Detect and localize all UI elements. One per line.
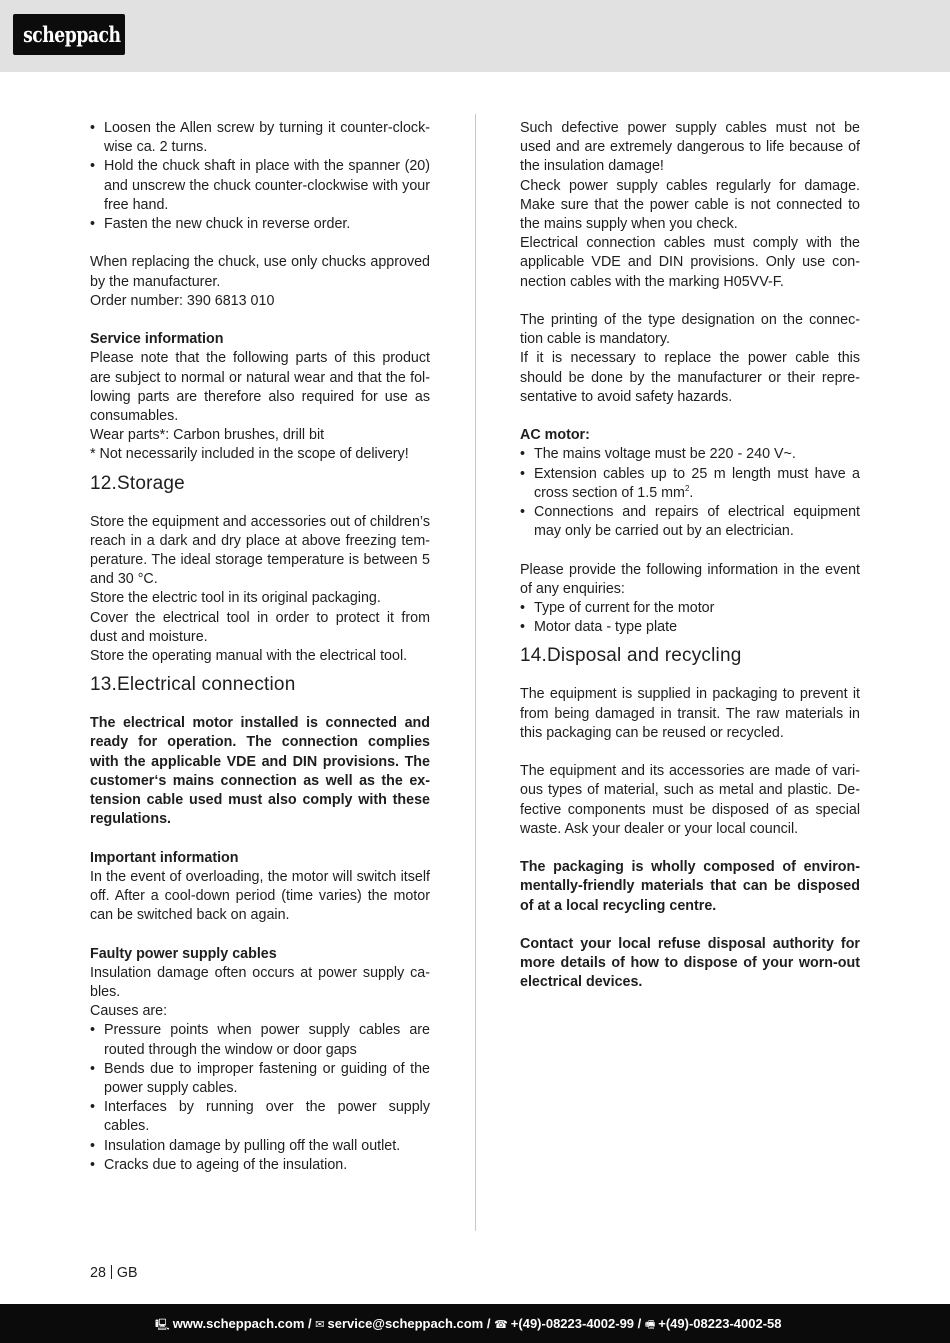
list-item: • Cracks due to ageing of the insulation. — [90, 1156, 430, 1175]
chuck-note: When replacing the chuck, use only chucks approved by the manufacturer. — [90, 254, 430, 290]
section-number: 12. — [90, 472, 118, 494]
storage-paragraph: Store the equipment and accessories out of children’s reach in a dark and dry place at above freezing tem-perature. The ideal storage temperature is between 5 and 30 °C. — [90, 513, 430, 588]
page-number — [90, 1264, 138, 1283]
section-heading-storage — [90, 472, 430, 496]
causes-list — [90, 1021, 430, 1175]
important-text: In the event of overloading, the motor will switch itself off. After a cool-down period (time varies) the motor can be switched back on again. — [90, 868, 430, 924]
list-item: • Fasten the new chuck in reverse order. — [90, 215, 430, 234]
enquiry-text: Please provide the following information in the event of any enquiries: — [520, 561, 860, 597]
page-footer — [0, 1304, 950, 1343]
footer-phone: +(49)-08223-4002-99 / — [510, 1316, 642, 1331]
footer-fax: +(49)-08223-4002-58 — [658, 1316, 782, 1331]
mail-icon: ✉ — [315, 1318, 325, 1331]
printing-paragraph: If it is necessary to replace the power cable this should be done by the manufacturer or their repre-sentative to avoid safety hazards. — [520, 350, 860, 405]
defective-paragraph: Check power supply cables regularly for damage. Make sure that the power cable is not connected to the mains supply when you check. — [520, 177, 860, 233]
list-item: • Motor data - type plate — [520, 618, 860, 637]
phone-icon: ☎ — [494, 1318, 508, 1331]
fax-icon: 🖷 — [644, 1318, 656, 1331]
page-language: GB — [116, 1265, 138, 1281]
ac-motor-list — [520, 445, 860, 541]
faulty-cables-heading: Faulty power supply cables — [90, 945, 277, 962]
disposal-paragraph: The equipment and its accessories are made of vari-ous types of material, such as metal and plastic. De-fective components must be disposed of as special waste. Ask your dealer or your local council. — [520, 763, 860, 837]
list-item-end: . — [689, 484, 694, 501]
list-item: • Hold the chuck shaft in place with the spanner (20) and unscrew the chuck counter-clockwise with your free hand. — [90, 157, 430, 215]
storage-paragraph: Store the operating manual with the electrical tool. — [90, 648, 408, 665]
list-item-text: Extension cables up to 25 m length must have a cross section of 1.5 mm — [534, 465, 860, 501]
footer-website[interactable]: www.scheppach.com / — [172, 1316, 312, 1331]
disposal-bold-paragraph: The packaging is wholly composed of environ-mentally-friendly materials that can be disposed of at a local recycling centre. — [520, 859, 860, 914]
section-title: Storage — [117, 472, 185, 494]
order-number: Order number: 390 6813 010 — [90, 292, 275, 309]
column-divider — [475, 114, 476, 1231]
chuck-steps-list — [90, 119, 430, 234]
enquiry-list — [520, 599, 860, 637]
page-number-value: 28 — [90, 1265, 106, 1281]
important-heading: Important information — [90, 849, 239, 866]
storage-paragraph: Store the electric tool in its original packaging. — [90, 590, 381, 607]
ac-motor-heading: AC motor: — [520, 427, 590, 444]
section-heading-disposal — [520, 644, 860, 668]
causes-label: Causes are: — [90, 1003, 168, 1020]
printing-paragraph: The printing of the type designation on the connec-tion cable is mandatory. — [520, 312, 860, 348]
right-column — [520, 119, 860, 993]
list-item: • The mains voltage must be 220 - 240 V~. — [520, 445, 860, 464]
list-item: • Connections and repairs of electrical equipment may only be carried out by an electrician. — [520, 503, 860, 541]
section-number: 14. — [520, 645, 548, 667]
logo-text: scheppach — [23, 22, 121, 47]
list-item: • Bends due to improper fastening or guiding of the power supply cables. — [90, 1060, 430, 1098]
page-header — [0, 0, 950, 72]
disposal-bold-paragraph: Contact your local refuse disposal authority for more details of how to dispose of your worn-out electrical devices. — [520, 936, 860, 991]
electrical-warning: The electrical motor installed is connected and ready for operation. The connection complies with the applicable VDE and DIN provisions. The customer‘s mains connection as well as the ex-tension cable used must also comply with these regulations. — [90, 715, 430, 828]
section-number: 13. — [90, 674, 118, 696]
defective-paragraph: Electrical connection cables must comply with the applicable VDE and DIN provisions. Only use con-nection cables with the marking H05VV-F. — [520, 235, 860, 290]
section-title: Disposal and recycling — [547, 645, 742, 667]
service-text: Please note that the following parts of this product are subject to normal or natural wear and that the fol-lowing parts are therefore also required for use as consumables. — [90, 350, 430, 425]
defective-paragraph: Such defective power supply cables must not be used and are extremely dangerous to life because of the insulation damage! — [520, 120, 860, 175]
footer-email[interactable]: service@scheppach.com / — [327, 1316, 491, 1331]
left-column — [90, 119, 430, 1175]
storage-paragraph: Cover the electrical tool in order to protect it from dust and moisture. — [90, 609, 430, 645]
wear-parts: Wear parts*: Carbon brushes, drill bit — [90, 427, 325, 444]
list-item: • Type of current for the motor — [520, 599, 860, 618]
list-item: • Insulation damage by pulling off the wall outlet. — [90, 1137, 430, 1156]
section-title: Electrical connection — [117, 674, 296, 696]
faulty-cables-text: Insulation damage often occurs at power supply ca-bles. — [90, 964, 430, 1001]
superscript: 2 — [684, 484, 690, 494]
wear-footnote: * Not necessarily included in the scope of delivery! — [90, 446, 409, 463]
scheppach-logo — [13, 14, 125, 55]
computer-icon: 🖳 — [155, 1318, 170, 1331]
footer-contact — [155, 1315, 782, 1333]
page-number-separator — [111, 1265, 112, 1279]
list-item: • Pressure points when power supply cables are routed through the window or door gaps — [90, 1021, 430, 1059]
section-heading-electrical — [90, 673, 430, 697]
list-item: • Interfaces by running over the power supply cables. — [90, 1098, 430, 1136]
list-item — [520, 465, 860, 503]
list-item: • Loosen the Allen screw by turning it counter-clock-wise ca. 2 turns. — [90, 119, 430, 157]
service-heading: Service information — [90, 331, 224, 348]
disposal-paragraph: The equipment is supplied in packaging to prevent it from being damaged in transit. The raw materials in this packaging can be reused or recycled. — [520, 686, 860, 741]
